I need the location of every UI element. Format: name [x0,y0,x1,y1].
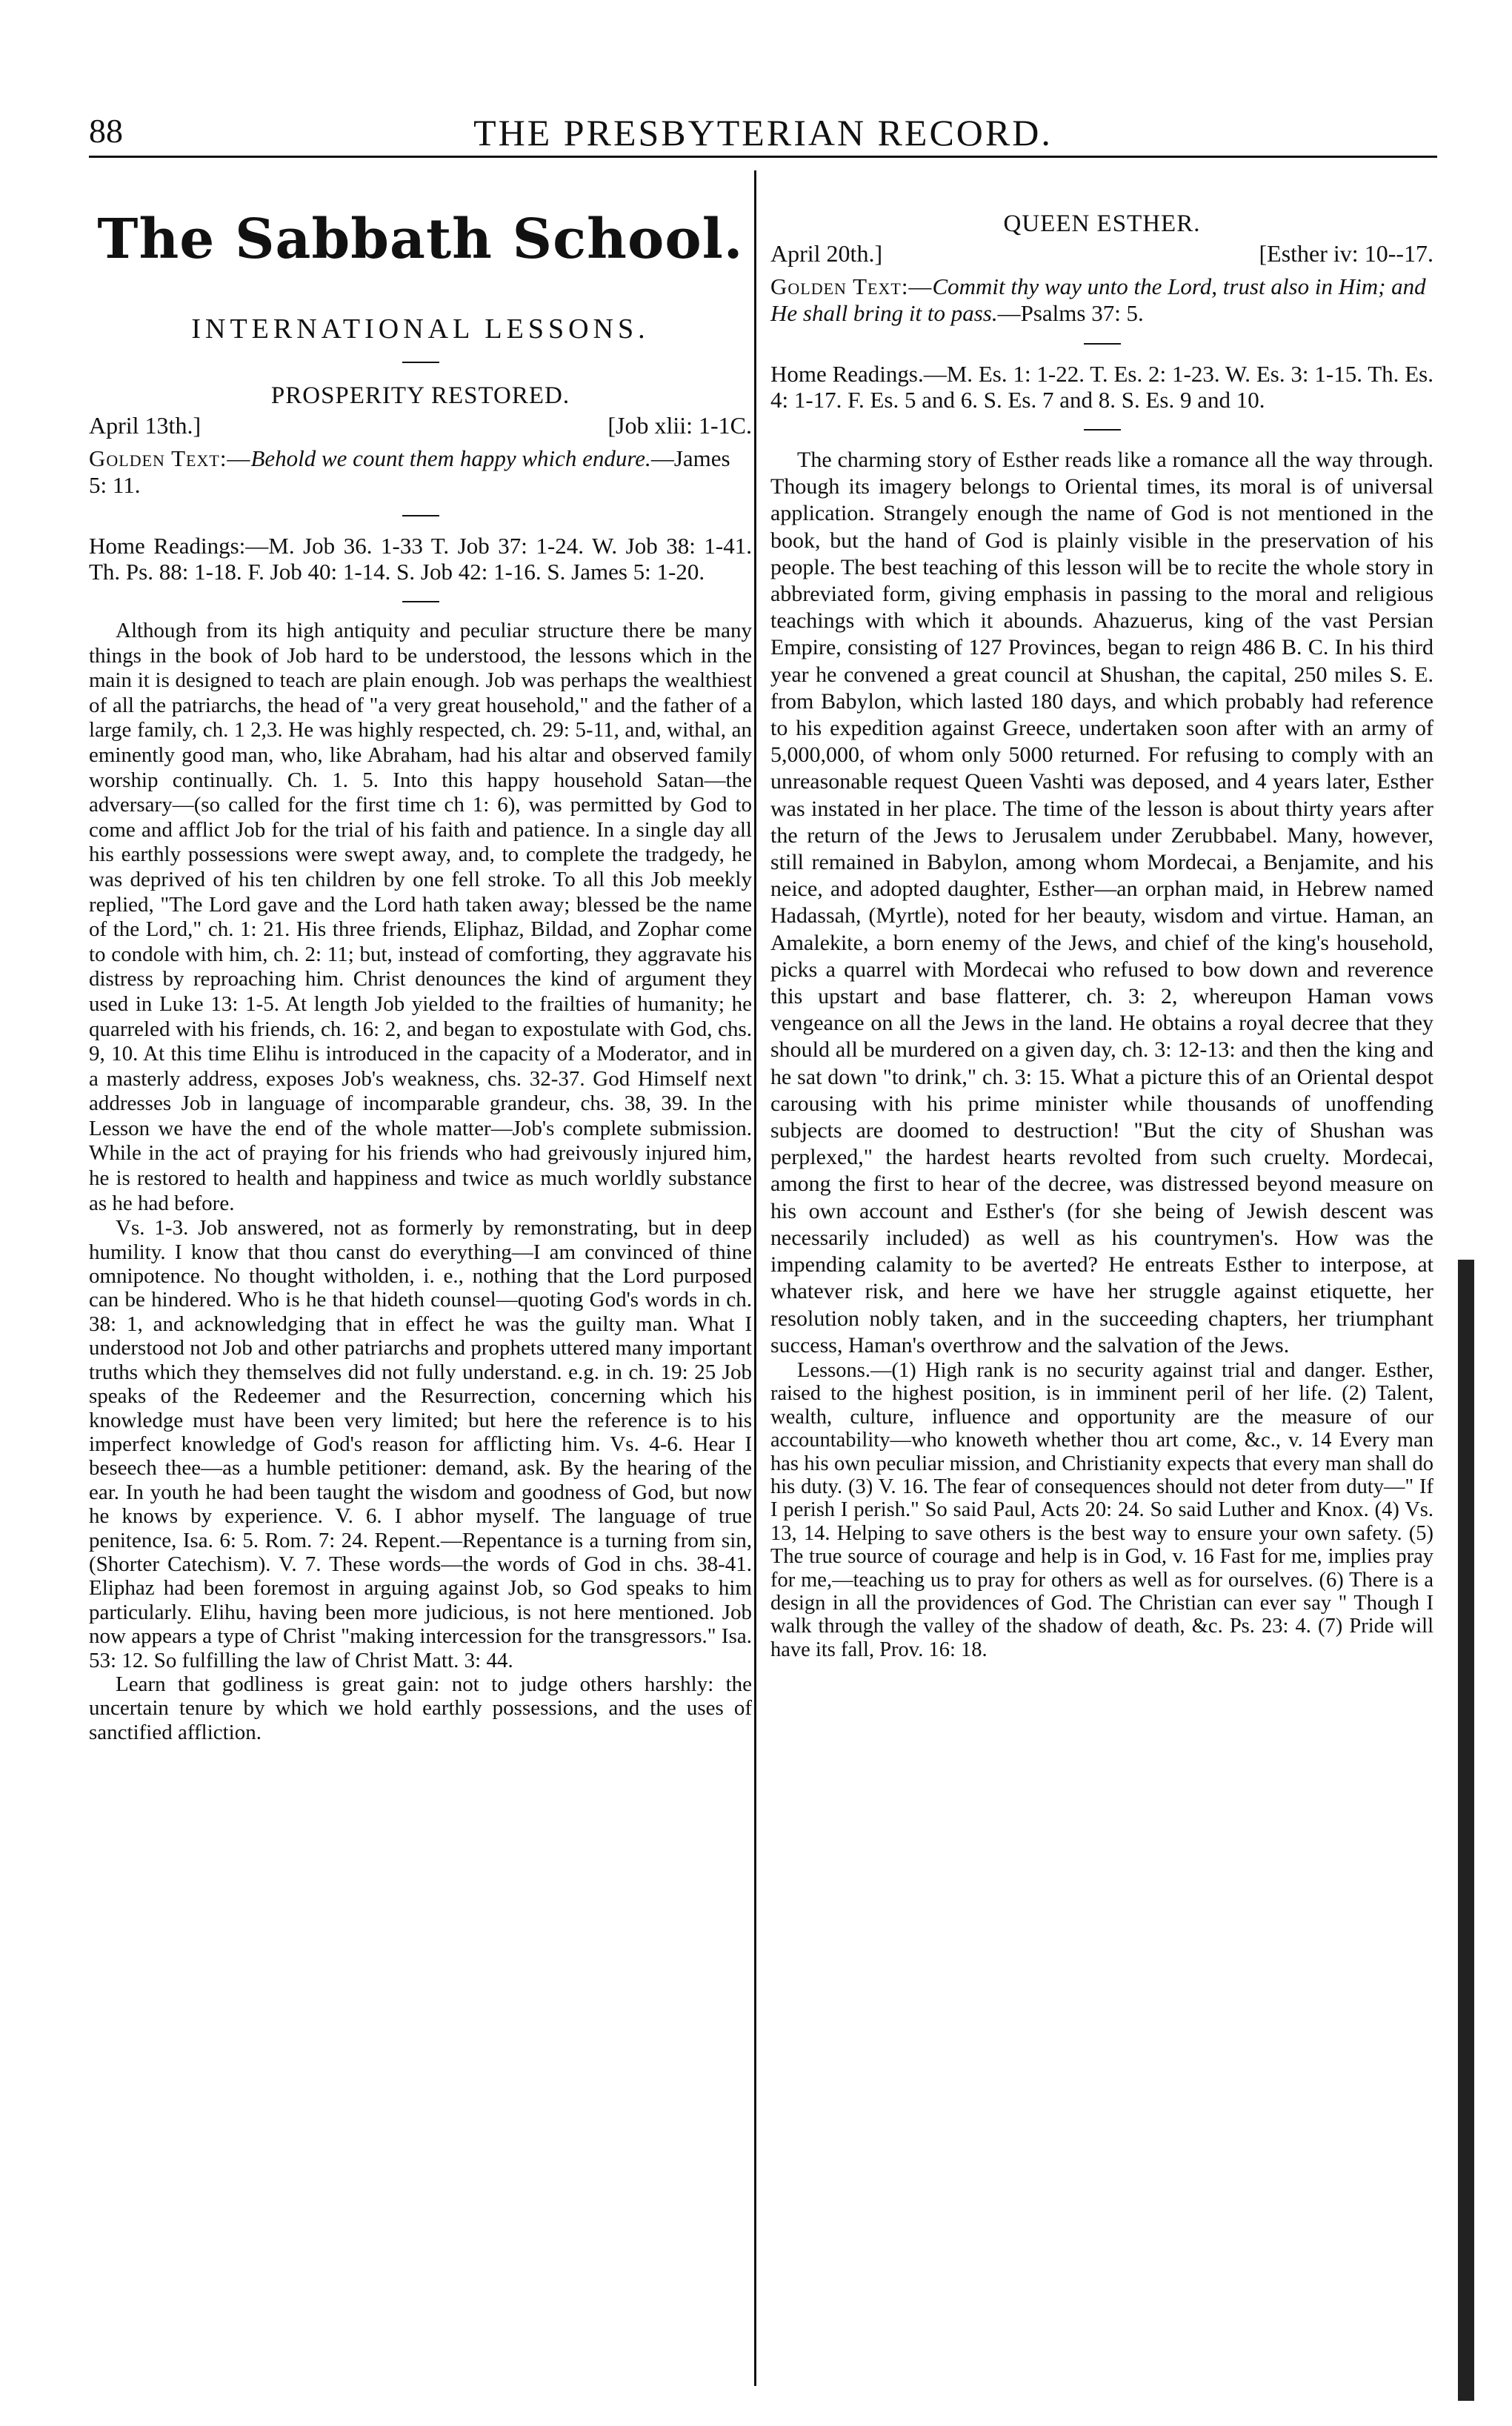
lesson-reference: [Esther iv: 10--17. [1259,240,1433,267]
lesson-paragraph: Vs. 1-3. Job answered, not as formerly by remonstrating, but in deep humility. I know that thou canst do everything—I am convinced of thine omnipotence. No thought witholden, i. e., nothing that the Lord purposed can be hindered. Who is he that hideth counsel—quoting God's words in ch. 38: 1, and acknowledging that in effect he was the guilty man. What I understood not Job and other patriarchs and prophets uttered many important truths which they themselves did not fully understand. e.g. in ch. 19: 25 Job speaks of the Redeemer and the Resurrection, concerning which his knowledge must have been very limited; but here the reference is to his imperfect knowledge of God's reason for afflicting him. Vs. 4-6. Hear I beseech thee—as a humble petitioner: demand, ask. By the hearing of the ear. In youth he had been taught the wisdom and goodness of God, but now he knows by experience. V. 6. I abhor myself. The language of true penitence, Isa. 6: 5. Rom. 7: 24. Repent.—Repentance is a turning from sin, (Shorter Catechism). V. 7. These words—the words of God in chs. 38-41. Eliphaz had been foremost in arguing against Job, so God speaks to him particularly. Elihu, having been more judicious, is not here mentioned. Job now appears a type of Christ "making intercession for the transgressors." Isa. 53: 12. So fulfilling the law of Christ Matt. 3: 44. [89,1216,752,1672]
golden-text-ref: —Psalms 37: 5. [997,300,1144,326]
lesson-title-left: PROSPERITY RESTORED. [270,382,570,409]
home-readings-left: Home Readings:—M. Job 36. 1-33 T. Job 37: 1-24. W. Job 38: 1-41. Th. Ps. 88: 1-18. F. Job 40: 1-14. S. Job 42: 1-16. S. James 5: 1-20. [89,533,752,585]
column-divider [754,170,756,2386]
divider-dash [402,601,439,602]
lesson-paragraph: Learn that godliness is great gain: not to judge others harshly: the uncertain tenure by which we hold earthly possessions, and the uses of sanctified affliction. [89,1672,752,1744]
lesson-title-right: QUEEN ESTHER. [1003,210,1201,237]
right-column [770,178,1433,1661]
golden-text-body: Behold we count them happy which endure. [250,445,651,471]
golden-text-label: Golden Text:— [770,273,933,299]
divider-dash [1084,343,1121,345]
lesson-dateline-left [89,411,752,439]
section-subtitle: INTERNATIONAL LESSONS. [191,313,650,345]
lesson-paragraph: Lessons.—(1) High rank is no security against trial and danger. Esther, raised to the highest position, is in imminent peril of her life. (2) Talent, wealth, culture, influence and opportunity are the measure of our accountability—who knoweth whether thou art come, &c., v. 14 Every man has his own peculiar mission, and Christianity expects that every man shall do his duty. (3) V. 16. The fear of consequences should not deter from duty—" If I perish I perish." So said Paul, Acts 20: 24. So said Luther and Knox. (4) Vs. 13, 14. Helping to save others is the best way to ensure your own safety. (5) The true source of courage and help is in God, v. 16 Fast for me, implies pray for me,—teaching us to pray for others as well as for ourselves. (6) There is a design in all the providences of God. The Christian can ever say " Though I walk through the valley of the shadow of death, &c. Ps. 23: 4. (7) Pride will have its fall, Prov. 16: 18. [770,1358,1433,1661]
divider-dash [402,515,439,516]
left-column [89,178,752,1744]
page-number: 88 [89,112,123,150]
divider-dash [402,362,439,363]
lesson-date: April 20th.] [770,240,883,267]
lesson-reference: [Job xlii: 1-1C. [607,412,752,439]
home-readings-right: Home Readings.—M. Es. 1: 1-22. T. Es. 2: 1-23. W. Es. 3: 1-15. Th. Es. 4: 1-17. F. Es. 5 and 6. S. Es. 7 and 8. S. Es. 9 and 10. [770,361,1433,413]
golden-text-right [770,273,1433,327]
lesson-dateline-right [770,239,1433,267]
golden-text-label: Golden Text:— [89,445,251,471]
lesson-date: April 13th.] [89,412,202,439]
page-header [89,111,1437,158]
golden-text-left [89,445,752,499]
page-edge-shadow [1458,1260,1474,2401]
lesson-paragraph: Although from its high antiquity and peculiar structure there be many things in the book of Job hard to be understood, the lessons which in the main it is designed to teach are plain enough. Job was perhaps the wealthiest of all the patriarchs, the head of "a very great household," and the father of a large family, ch. 1 2,3. He was highly respected, ch. 29: 5-11, and, withal, an eminently good man, who, like Abraham, had his altar and observed family worship continually. Ch. 1. 5. Into this happy household Satan—the adversary—(so called for the first time ch 1: 6), was permitted by God to come and afflict Job for the trial of his faith and patience. In a single day all his earthly possessions were swept away, and, to complete the tradgedy, he was deprived of his ten children by one fell stroke. To all this Job meekly replied, "The Lord gave and the Lord hath taken away; blessed be the name of the Lord," ch. 1: 21. His three friends, Eliphaz, Bildad, and Zophar come to condole with him, ch. 2: 11; but, instead of comforting, they aggravate his distress by reproaching him. Christ denounces the kind of argument they used in Luke 13: 1-5. At length Job yielded to the frailties of humanity; he quarreled with his friends, ch. 16: 2, and began to expostulate with God, chs. 9, 10. At this time Elihu is introduced in the capacity of a Moderator, and in a masterly address, exposes Job's weakness, chs. 32-37. God Himself next addresses Job in language of incomparable grandeur, chs. 38, 39. In the Lesson we have the end of the whole matter—Job's complete submission. While in the act of praying for his friends who had greivously injured him, he is restored to health and happiness and twice as much worldly substance as he had before. [89,619,752,1215]
golden-text-body: Commit thy way unto the Lord, trust also in Him; and He shall bring it to pass. [770,273,1426,326]
lesson-paragraph: The charming story of Esther reads like a romance all the way through. Though its imagery belongs to Oriental times, its moral is of universal application. Strangely enough the name of God is not mentioned in the book, but the hand of God is plainly visible in the preservation of his people. The best teaching of this lesson will be to recite the whole story in abbreviated form, giving emphasis in passing to the moral and religious teachings with which it abounds. Ahazuerus, king of the vast Persian Empire, consisting of 127 Provinces, began to reign 486 B. C. In his third year he convened a great council at Shushan, the capital, 250 miles S. E. from Babylon, which lasted 180 days, and which probably had reference to his expedition against Greece, undertaken soon after with an army of 5,000,000, of whom only 5000 returned. For refusing to comply with an unreasonable request Queen Vashti was deposed, and 4 years later, Esther was instated in her place. The time of the lesson is about thirty years after the return of the Jews to Jerusalem under Zerubbabel. Many, however, still remained in Babylon, among whom Mordecai, a Benjamite, and his neice, and adopted daughter, Esther—an orphan maid, in Hebrew named Hadassah, (Myrtle), noted for her beauty, wisdom and virtue. Haman, an Amalekite, a born enemy of the Jews, and chief of the king's household, picks a quarrel with Mordecai who refused to bow down and reverence this upstart and base flatterer, ch. 3: 2, whereupon Haman vows vengeance on all the Jews in the land. He obtains a royal decree that they should all be murdered on a given day, ch. 3: 12-13: and then the king and he sat down "to drink," ch. 3: 15. What a picture this of an Oriental despot carousing with his prime minister while thousands of unoffending subjects are doomed to destruction! "But the city of Shushan was perplexed," the hardest hearts revolted from such cruelty. Mordecai, among the first to hear of the decree, was distressed beyond measure on his own account and Esther's (for she being of Jewish descent was necessarily included) as well as his countrymen's. How was the impending calamity to be averted? He entreats Esther to interpose, at whatever risk, and here we have her struggle against etiquette, her resolution nobly taken, and in the succeeding chapters, her triumphant success, Haman's overthrow and the salvation of the Jews. [770,448,1433,1357]
section-title: The Sabbath School. [97,207,744,271]
running-head: THE PRESBYTERIAN RECORD. [473,112,1053,153]
divider-dash [1084,429,1121,431]
golden-text-ref: —James 5: 11. [89,445,730,498]
